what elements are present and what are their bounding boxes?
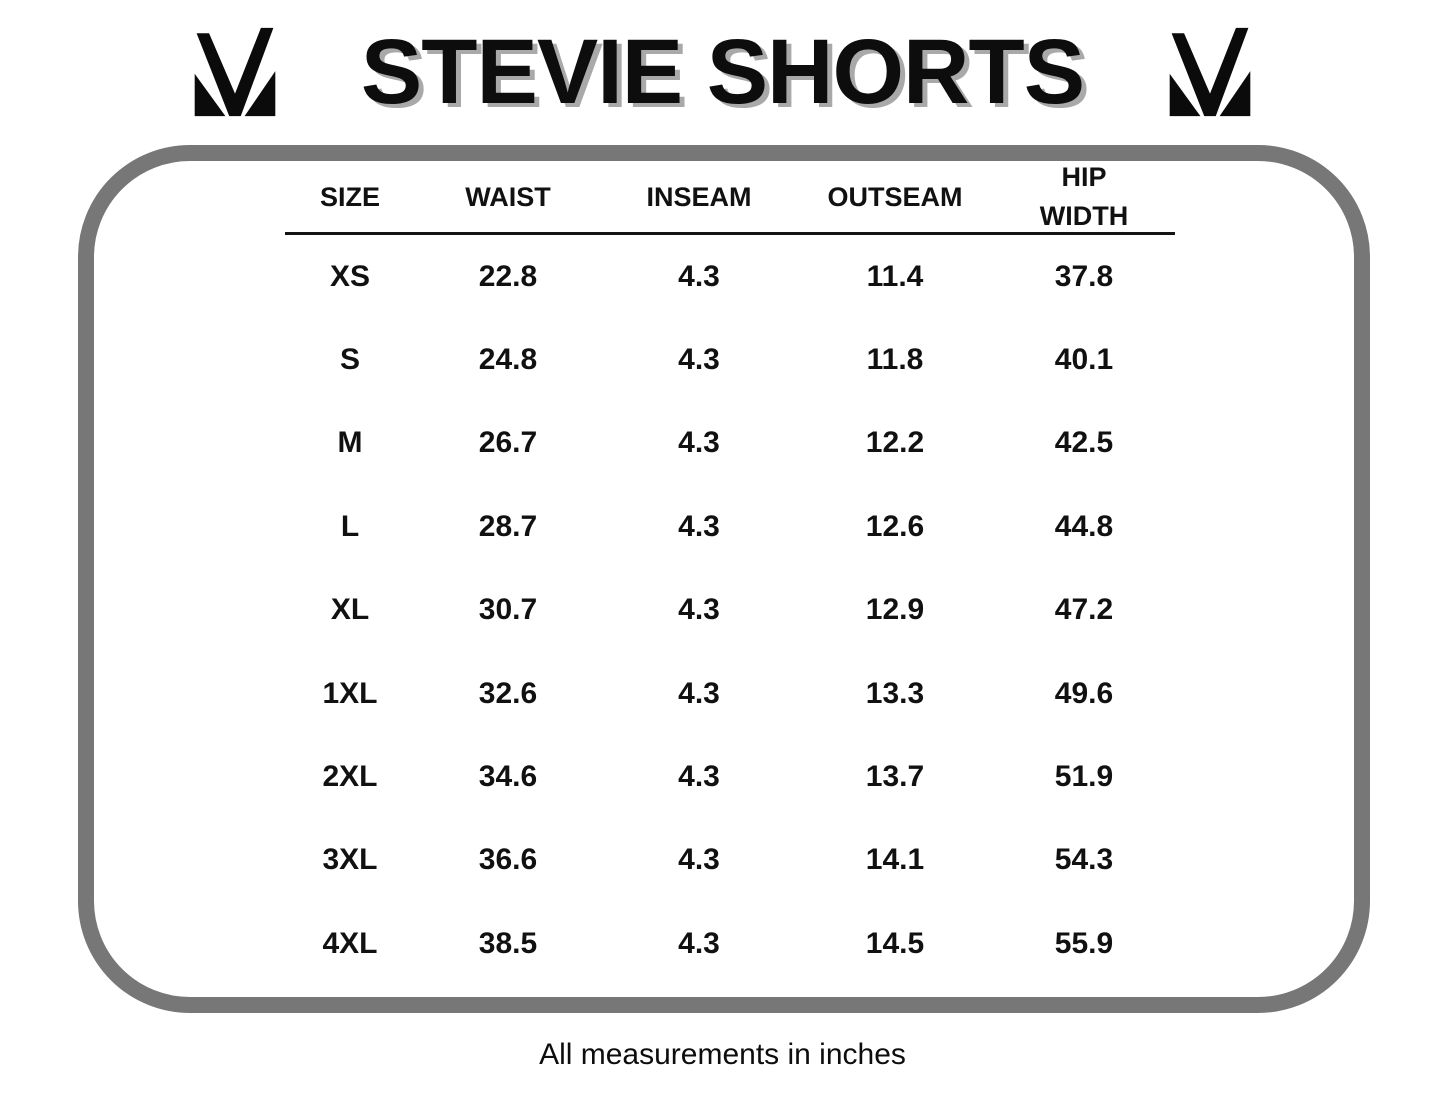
table-row [285,735,1175,818]
value-cell: 42.5 [1054,426,1114,460]
value-cell: 26.7 [478,426,538,460]
size-cell: M [337,426,363,460]
value-cell: 4.3 [678,426,720,460]
value-cell: 22.8 [478,259,538,293]
value-cell: 55.9 [1054,926,1114,960]
table-row [285,569,1175,652]
table-row [285,819,1175,902]
m-monogram-logo-icon-left [187,27,283,117]
size-cell: 4XL [322,926,378,960]
column-header-waist: WAIST [465,181,551,212]
value-cell: 38.5 [478,926,538,960]
value-cell: 13.7 [865,760,925,794]
size-cell: XL [330,593,370,627]
value-cell: 4.3 [678,593,720,627]
value-cell: 4.3 [678,843,720,877]
units-footnote: All measurements in inches [539,1038,906,1071]
value-cell: 12.2 [865,426,925,460]
value-cell: 37.8 [1054,259,1114,293]
column-header-hip-width: HIP WIDTH [1039,162,1129,232]
value-cell: 40.1 [1054,343,1114,377]
value-cell: 28.7 [478,509,538,543]
page-title: STEVIE SHORTS [360,21,1085,123]
value-cell: 30.7 [478,593,538,627]
value-cell: 11.8 [866,343,924,377]
value-cell: 47.2 [1054,593,1114,627]
value-cell: 32.6 [478,676,538,710]
table-row [285,235,1175,318]
size-cell: XS [329,259,371,293]
value-cell: 4.3 [678,760,720,794]
column-header-size: SIZE [319,181,380,212]
table-header-row [285,158,1175,235]
value-cell: 4.3 [678,926,720,960]
column-header-inseam: INSEAM [646,181,752,212]
header [0,21,1445,123]
value-cell: 13.3 [865,676,925,710]
value-cell: 14.1 [865,843,925,877]
value-cell: 4.3 [678,676,720,710]
size-cell: S [339,343,360,377]
table-row [285,485,1175,568]
value-cell: 24.8 [478,343,538,377]
table-row [285,318,1175,401]
m-monogram-logo-icon-right [1162,27,1258,117]
table-row [285,402,1175,485]
table-row [285,902,1175,985]
value-cell: 51.9 [1054,760,1114,794]
size-cell: 3XL [322,843,378,877]
value-cell: 14.5 [865,926,925,960]
size-cell: 1XL [322,676,378,710]
value-cell: 44.8 [1054,509,1114,543]
value-cell: 4.3 [678,343,720,377]
size-cell: L [340,509,360,543]
column-header-outseam: OUTSEAM [827,181,963,212]
value-cell: 49.6 [1054,676,1114,710]
table-row [285,652,1175,735]
value-cell: 36.6 [478,843,538,877]
value-cell: 12.9 [865,593,925,627]
value-cell: 12.6 [865,509,925,543]
size-cell: 2XL [322,760,378,794]
value-cell: 4.3 [678,259,720,293]
value-cell: 54.3 [1054,843,1114,877]
table-body [285,235,1175,986]
value-cell: 34.6 [478,760,538,794]
size-table [285,158,1175,986]
value-cell: 11.4 [866,259,924,293]
value-cell: 4.3 [678,509,720,543]
